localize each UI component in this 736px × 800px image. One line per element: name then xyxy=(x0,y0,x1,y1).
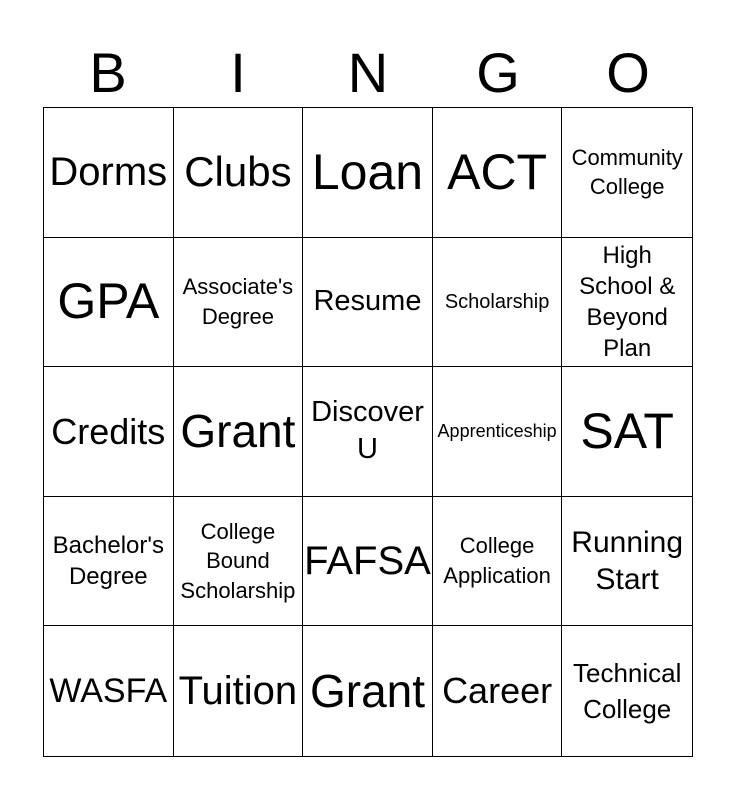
cell-text: Running Start xyxy=(571,525,684,597)
cell-text: Grant xyxy=(180,405,296,458)
header-letter-n: N xyxy=(347,41,389,104)
header-letter-o: O xyxy=(606,41,650,104)
bingo-cell[interactable] xyxy=(174,626,304,756)
cell-text: Scholarship xyxy=(444,290,550,313)
cell-text: Apprenticeship xyxy=(437,420,557,441)
header-letter-i: I xyxy=(230,41,246,104)
bingo-header xyxy=(43,40,693,106)
cell-text: WASFA xyxy=(49,671,168,710)
bingo-cell[interactable] xyxy=(303,108,433,238)
bingo-cell[interactable] xyxy=(303,367,433,497)
bingo-cell[interactable] xyxy=(433,108,563,238)
bingo-cell[interactable] xyxy=(562,626,692,756)
header-letter-b: B xyxy=(89,41,127,104)
bingo-cell[interactable] xyxy=(174,367,304,497)
header-letter-g: G xyxy=(476,41,520,104)
cell-text: College Application xyxy=(443,533,551,589)
bingo-board xyxy=(43,107,693,757)
cell-text: Clubs xyxy=(184,148,292,196)
bingo-cell[interactable] xyxy=(174,238,304,368)
bingo-cell[interactable] xyxy=(44,367,174,497)
bingo-cell[interactable] xyxy=(174,497,304,627)
cell-text: Community College xyxy=(571,144,683,200)
cell-text: Bachelor's Degree xyxy=(52,531,164,591)
bingo-cell[interactable] xyxy=(433,238,563,368)
bingo-cell[interactable] xyxy=(562,497,692,627)
cell-text: Discover U xyxy=(311,395,424,466)
bingo-cell[interactable] xyxy=(562,108,692,238)
cell-text: ACT xyxy=(447,143,548,200)
bingo-cell[interactable] xyxy=(433,367,563,497)
bingo-cell[interactable] xyxy=(433,626,563,756)
cell-text: GPA xyxy=(57,273,160,330)
bingo-cell[interactable] xyxy=(44,626,174,756)
cell-text: Credits xyxy=(51,410,166,452)
cell-text: Tuition xyxy=(178,669,298,714)
bingo-cell[interactable] xyxy=(562,238,692,368)
bingo-cell[interactable] xyxy=(44,238,174,368)
cell-text: Associate's Degree xyxy=(182,274,294,329)
cell-text: College Bound Scholarship xyxy=(180,518,296,603)
bingo-cell[interactable] xyxy=(562,367,692,497)
bingo-cell[interactable] xyxy=(303,626,433,756)
bingo-cell[interactable] xyxy=(303,238,433,368)
cell-text: Technical College xyxy=(572,657,682,725)
cell-text: Loan xyxy=(311,143,424,200)
bingo-cell[interactable] xyxy=(433,497,563,627)
cell-text: High School & Beyond Plan xyxy=(579,241,676,363)
bingo-cell[interactable] xyxy=(44,108,174,238)
cell-text: Career xyxy=(442,670,553,712)
cell-text: FAFSA xyxy=(304,539,431,584)
bingo-cell[interactable] xyxy=(174,108,304,238)
cell-text: Grant xyxy=(309,664,426,717)
cell-text: Resume xyxy=(313,285,422,318)
cell-text: SAT xyxy=(580,402,674,459)
cell-text: Dorms xyxy=(49,150,168,195)
bingo-cell[interactable] xyxy=(303,497,433,627)
bingo-cell[interactable] xyxy=(44,497,174,627)
